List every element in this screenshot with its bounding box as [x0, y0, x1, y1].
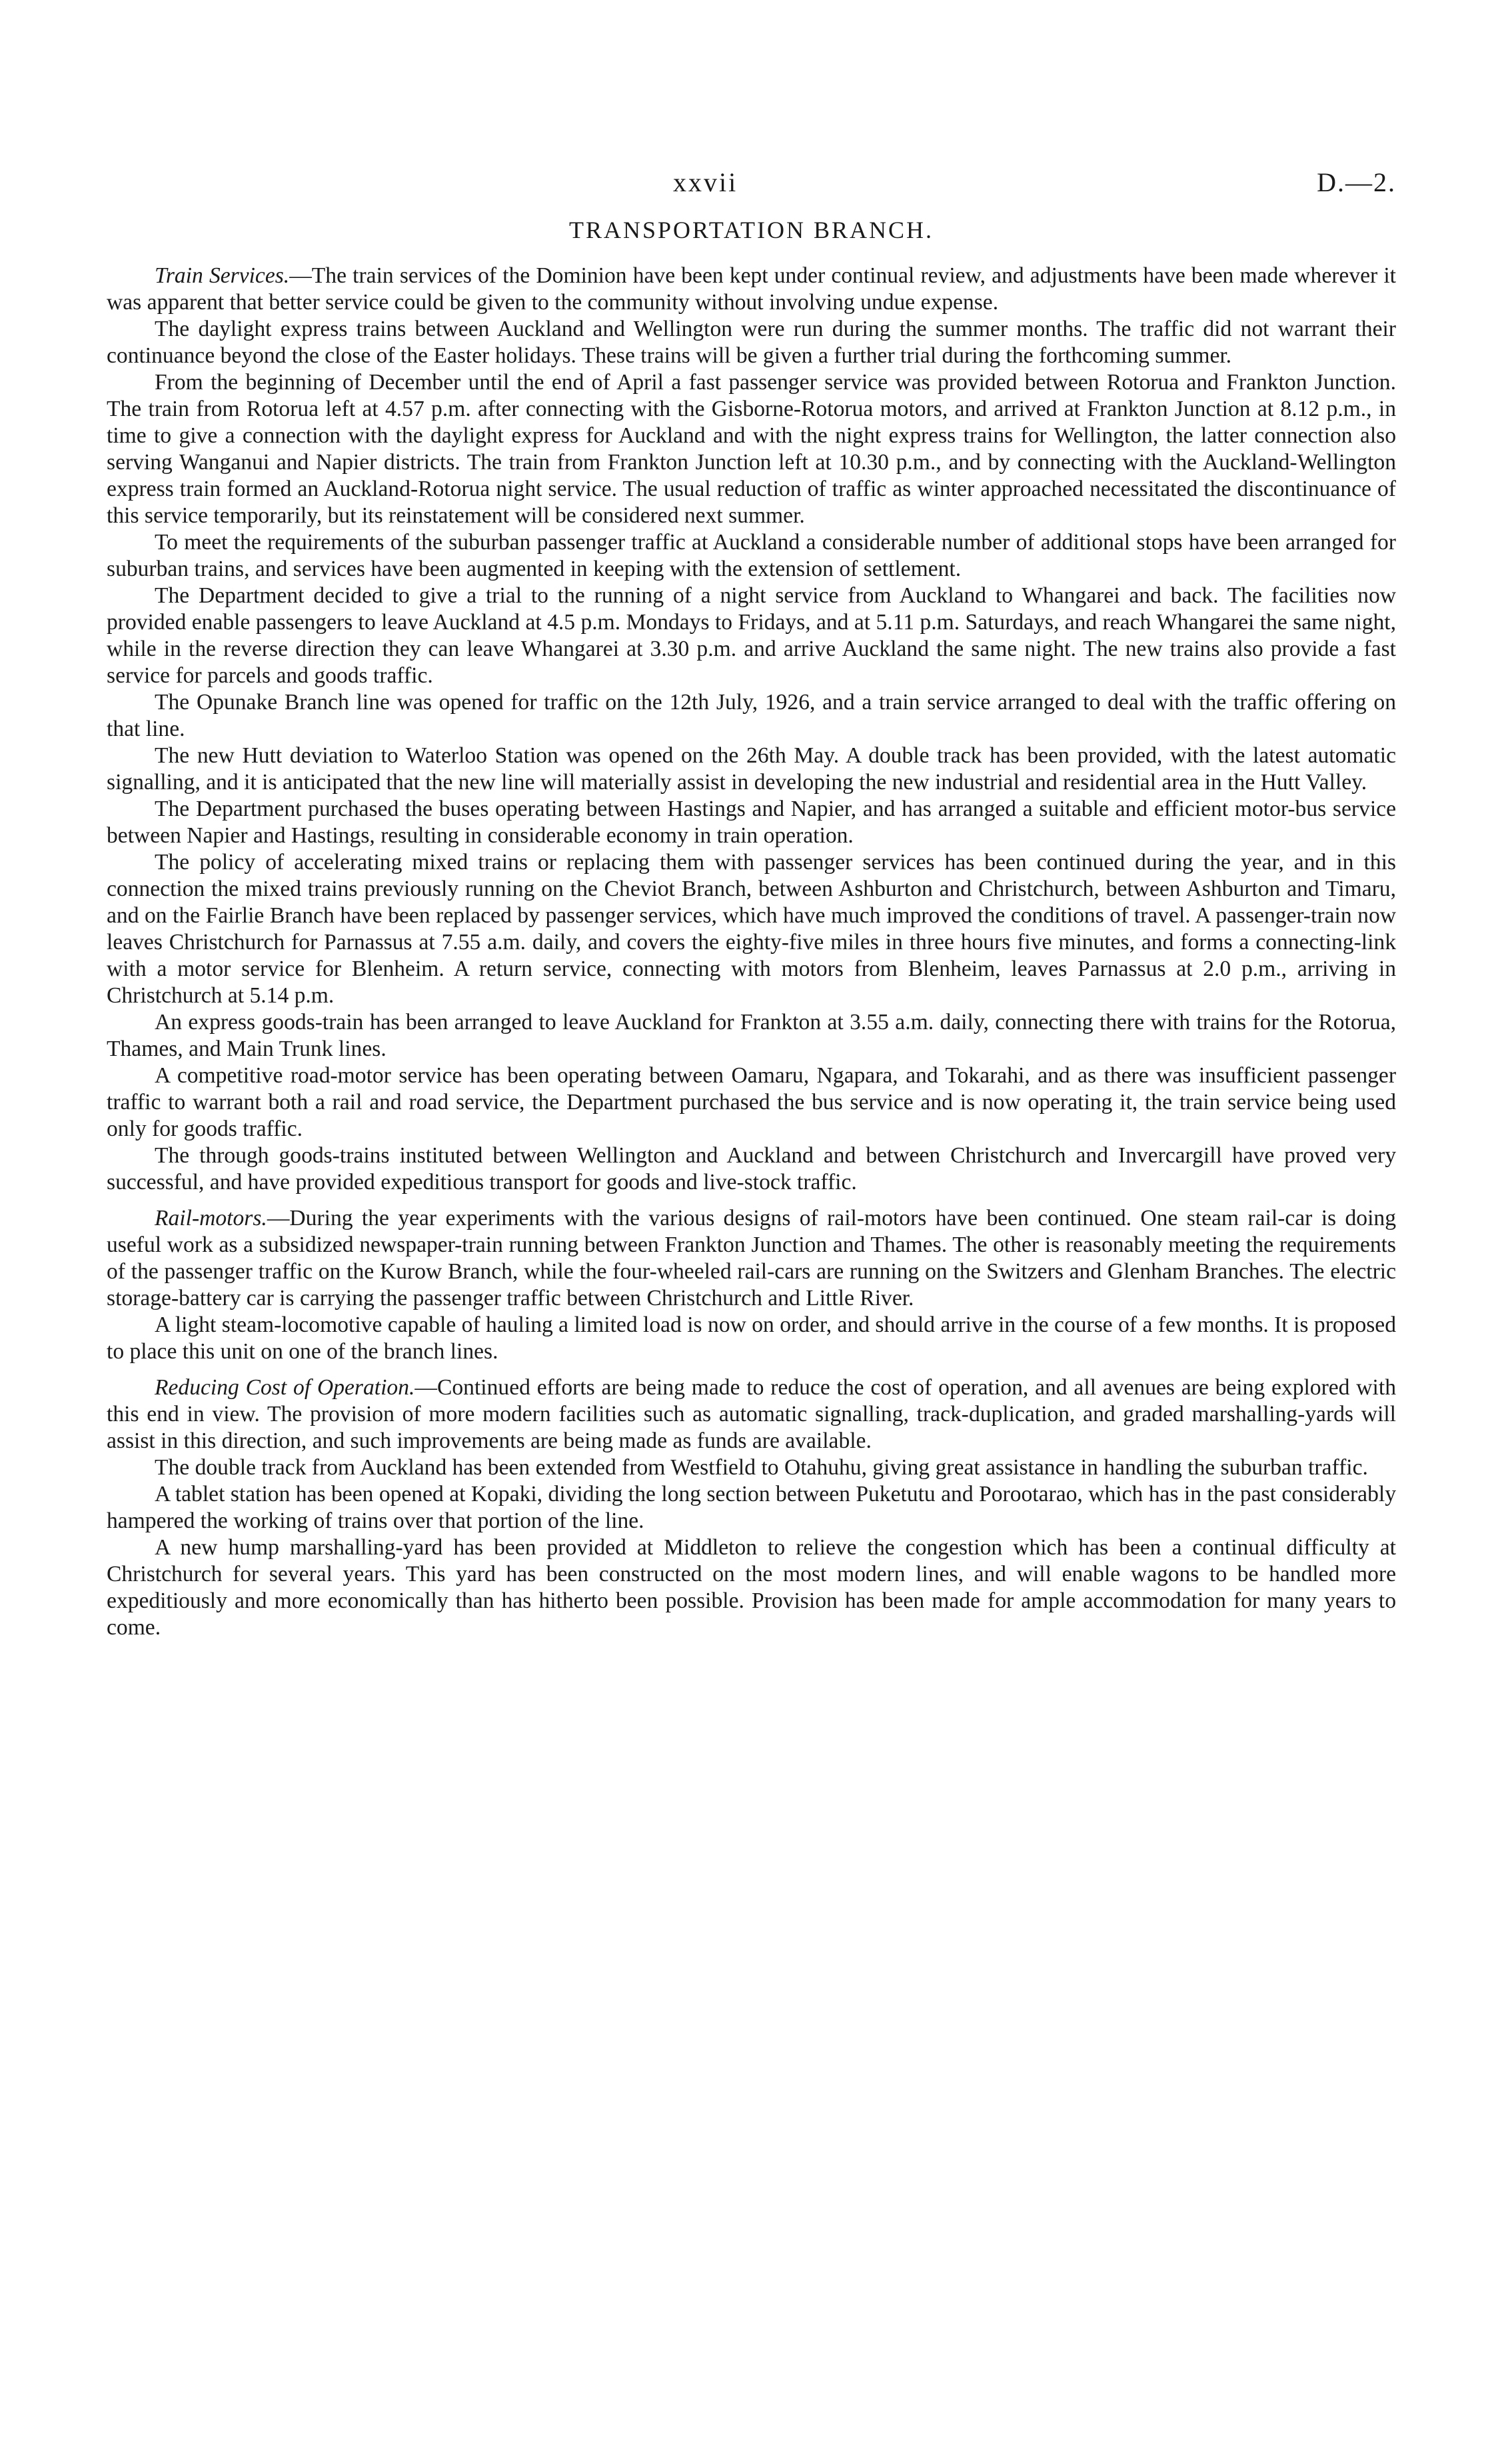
- body-text: [107, 263, 1396, 1641]
- paragraph-text: The double track from Auckland has been extended from Westfield to Otahuhu, giving great assistance in handling the suburban traffic.: [155, 1455, 1368, 1480]
- paragraph: [107, 529, 1396, 583]
- paragraph: [107, 849, 1396, 1009]
- paragraph: [107, 583, 1396, 689]
- paragraph-text: To meet the requirements of the suburban passenger traffic at Auckland a considerable number of additional stops have been arranged for suburban trains, and services have been augmented in keeping with the extension of settlement.: [107, 530, 1396, 581]
- paragraph-text: The Department purchased the buses operating between Hastings and Napier, and has arranged a suitable and efficient motor-bus service between Napier and Hastings, resulting in considerable economy in train operation.: [107, 797, 1396, 848]
- paragraph-text: An express goods-train has been arranged to leave Auckland for Frankton at 3.55 a.m. daily, connecting there with trains for the Rotorua, Thames, and Main Trunk lines.: [107, 1010, 1396, 1061]
- paragraph-text: A tablet station has been opened at Kopaki, dividing the long section between Puketutu and Porootarao, which has in the past considerably hampered the working of trains over that portion of the line.: [107, 1482, 1396, 1533]
- paragraph-text: The daylight express trains between Auckland and Wellington were run during the summer months. The traffic did not warrant their continuance beyond the close of the Easter holidays. These trains will be given a further trial during the forthcoming summer.: [107, 317, 1396, 368]
- paragraph-text: The through goods-trains instituted between Wellington and Auckland and between Christchurch and Invercargill have proved very successful, and have provided expeditious transport for goods and live-stock traffic.: [107, 1143, 1396, 1195]
- paragraph-text: —Continued efforts are being made to reduce the cost of operation, and all avenues are being explored with this end in view. The provision of more modern facilities such as automatic signalling, track-duplication, and graded marshalling-yards will assist in this direction, and such improvements are being made as funds are available.: [107, 1375, 1396, 1453]
- paragraph-rail-motors: [107, 1205, 1396, 1312]
- paragraph: [107, 796, 1396, 849]
- run-in-heading: Train Services.: [155, 263, 290, 288]
- run-in-heading: Reducing Cost of Operation.: [155, 1375, 415, 1400]
- paragraph: [107, 369, 1396, 529]
- paragraph: [107, 1534, 1396, 1641]
- running-head: [107, 167, 1396, 207]
- paragraph-text: The new Hutt deviation to Waterloo Station was opened on the 26th May. A double track has been provided, with the latest automatic signalling, and it is anticipated that the new line will materially assist in developing the new industrial and residential area in the Hutt Valley.: [107, 743, 1396, 795]
- document-page: [107, 167, 1396, 1641]
- paragraph-text: A competitive road-motor service has been operating between Oamaru, Ngapara, and Tokarahi, and as there was insufficient passenger traffic to warrant both a rail and road service, the Department purchased the bus service and is now operating it, the train service being used only for goods traffic.: [107, 1063, 1396, 1141]
- paragraph-text: From the beginning of December until the end of April a fast passenger service was provided between Rotorua and Frankton Junction. The train from Rotorua left at 4.57 p.m. after connecting with the Gisborne-Rotorua motors, and arrived at Frankton Junction at 8.12 p.m., in time to give a connection with the daylight express for Auckland and with the night express trains for Wellington, the latter connection also serving Wanganui and Napier districts. The train from Frankton Junction left at 10.30 p.m., and by connecting with the Auckland-Wellington express train formed an Auckland-Rotorua night service. The usual reduction of traffic as winter approached necessitated the discontinuance of this service temporarily, but its reinstatement will be considered next summer.: [107, 370, 1396, 528]
- paragraph: [107, 1063, 1396, 1143]
- paragraph: [107, 689, 1396, 743]
- paragraph-text: A new hump marshalling-yard has been provided at Middleton to relieve the congestion which has been a continual difficulty at Christchurch for several years. This yard has been constructed on the most modern lines, and will enable wagons to be handled more expeditiously and more economically than has hitherto been possible. Provision has been made for ample accommodation for many years to come.: [107, 1535, 1396, 1640]
- paragraph: [107, 1454, 1396, 1481]
- section-title: TRANSPORTATION BRANCH.: [568, 217, 934, 243]
- paragraph: [107, 1009, 1396, 1063]
- paragraph: [107, 1481, 1396, 1534]
- paragraph-text: A light steam-locomotive capable of hauling a limited load is now on order, and should arrive in the course of a few months. It is proposed to place this unit on one of the branch lines.: [107, 1312, 1396, 1364]
- document-code: D.—2.: [1317, 167, 1396, 197]
- paragraph: [107, 743, 1396, 796]
- paragraph-text: The Department decided to give a trial to the running of a night service from Auckland to Whangarei and back. The facilities now provided enable passengers to leave Auckland at 4.5 p.m. Mondays to Fridays, and at 5.11 p.m. Saturdays, and reach Whangarei the same night, while in the reverse direction they can leave Whangarei at 3.30 p.m. and arrive Auckland the same night. The new trains also provide a fast service for parcels and goods traffic.: [107, 583, 1396, 688]
- paragraph-text: The Opunake Branch line was opened for traffic on the 12th July, 1926, and a train service arranged to deal with the traffic offering on that line.: [107, 690, 1396, 741]
- paragraph: [107, 1143, 1396, 1196]
- paragraph-text: —During the year experiments with the various designs of rail-motors have been continued. One steam rail-car is doing useful work as a subsidized newspaper-train running between Frankton Junction and Thames. The other is reasonably meeting the requirements of the passenger traffic on the Kurow Branch, while the four-wheeled rail-cars are running on the Switzers and Glenham Branches. The electric storage-battery car is carrying the passenger traffic between Christchurch and Little River.: [107, 1206, 1396, 1310]
- page-number: xxvii: [673, 167, 738, 197]
- run-in-heading: Rail-motors.: [155, 1206, 267, 1230]
- paragraph: [107, 1312, 1396, 1365]
- paragraph-reducing-cost: [107, 1374, 1396, 1454]
- paragraph-text: —The train services of the Dominion have been kept under continual review, and adjustments have been made wherever it was apparent that better service could be given to the community without involving undue expense.: [107, 263, 1397, 315]
- paragraph-text: The policy of accelerating mixed trains or replacing them with passenger services has been continued during the year, and in this connection the mixed trains previously running on the Cheviot Branch, between Ashburton and Christchurch, between Ashburton and Timaru, and on the Fairlie Branch have been replaced by passenger services, which have much improved the conditions of travel. A passenger-train now leaves Christchurch for Parnassus at 7.55 a.m. daily, and covers the eighty-five miles in three hours five minutes, and forms a connecting-link with a motor service for Blenheim. A return service, connecting with motors from Blenheim, leaves Parnassus at 2.0 p.m., arriving in Christchurch at 5.14 p.m.: [107, 850, 1396, 1008]
- paragraph-train-services: [107, 263, 1396, 316]
- paragraph: [107, 316, 1396, 369]
